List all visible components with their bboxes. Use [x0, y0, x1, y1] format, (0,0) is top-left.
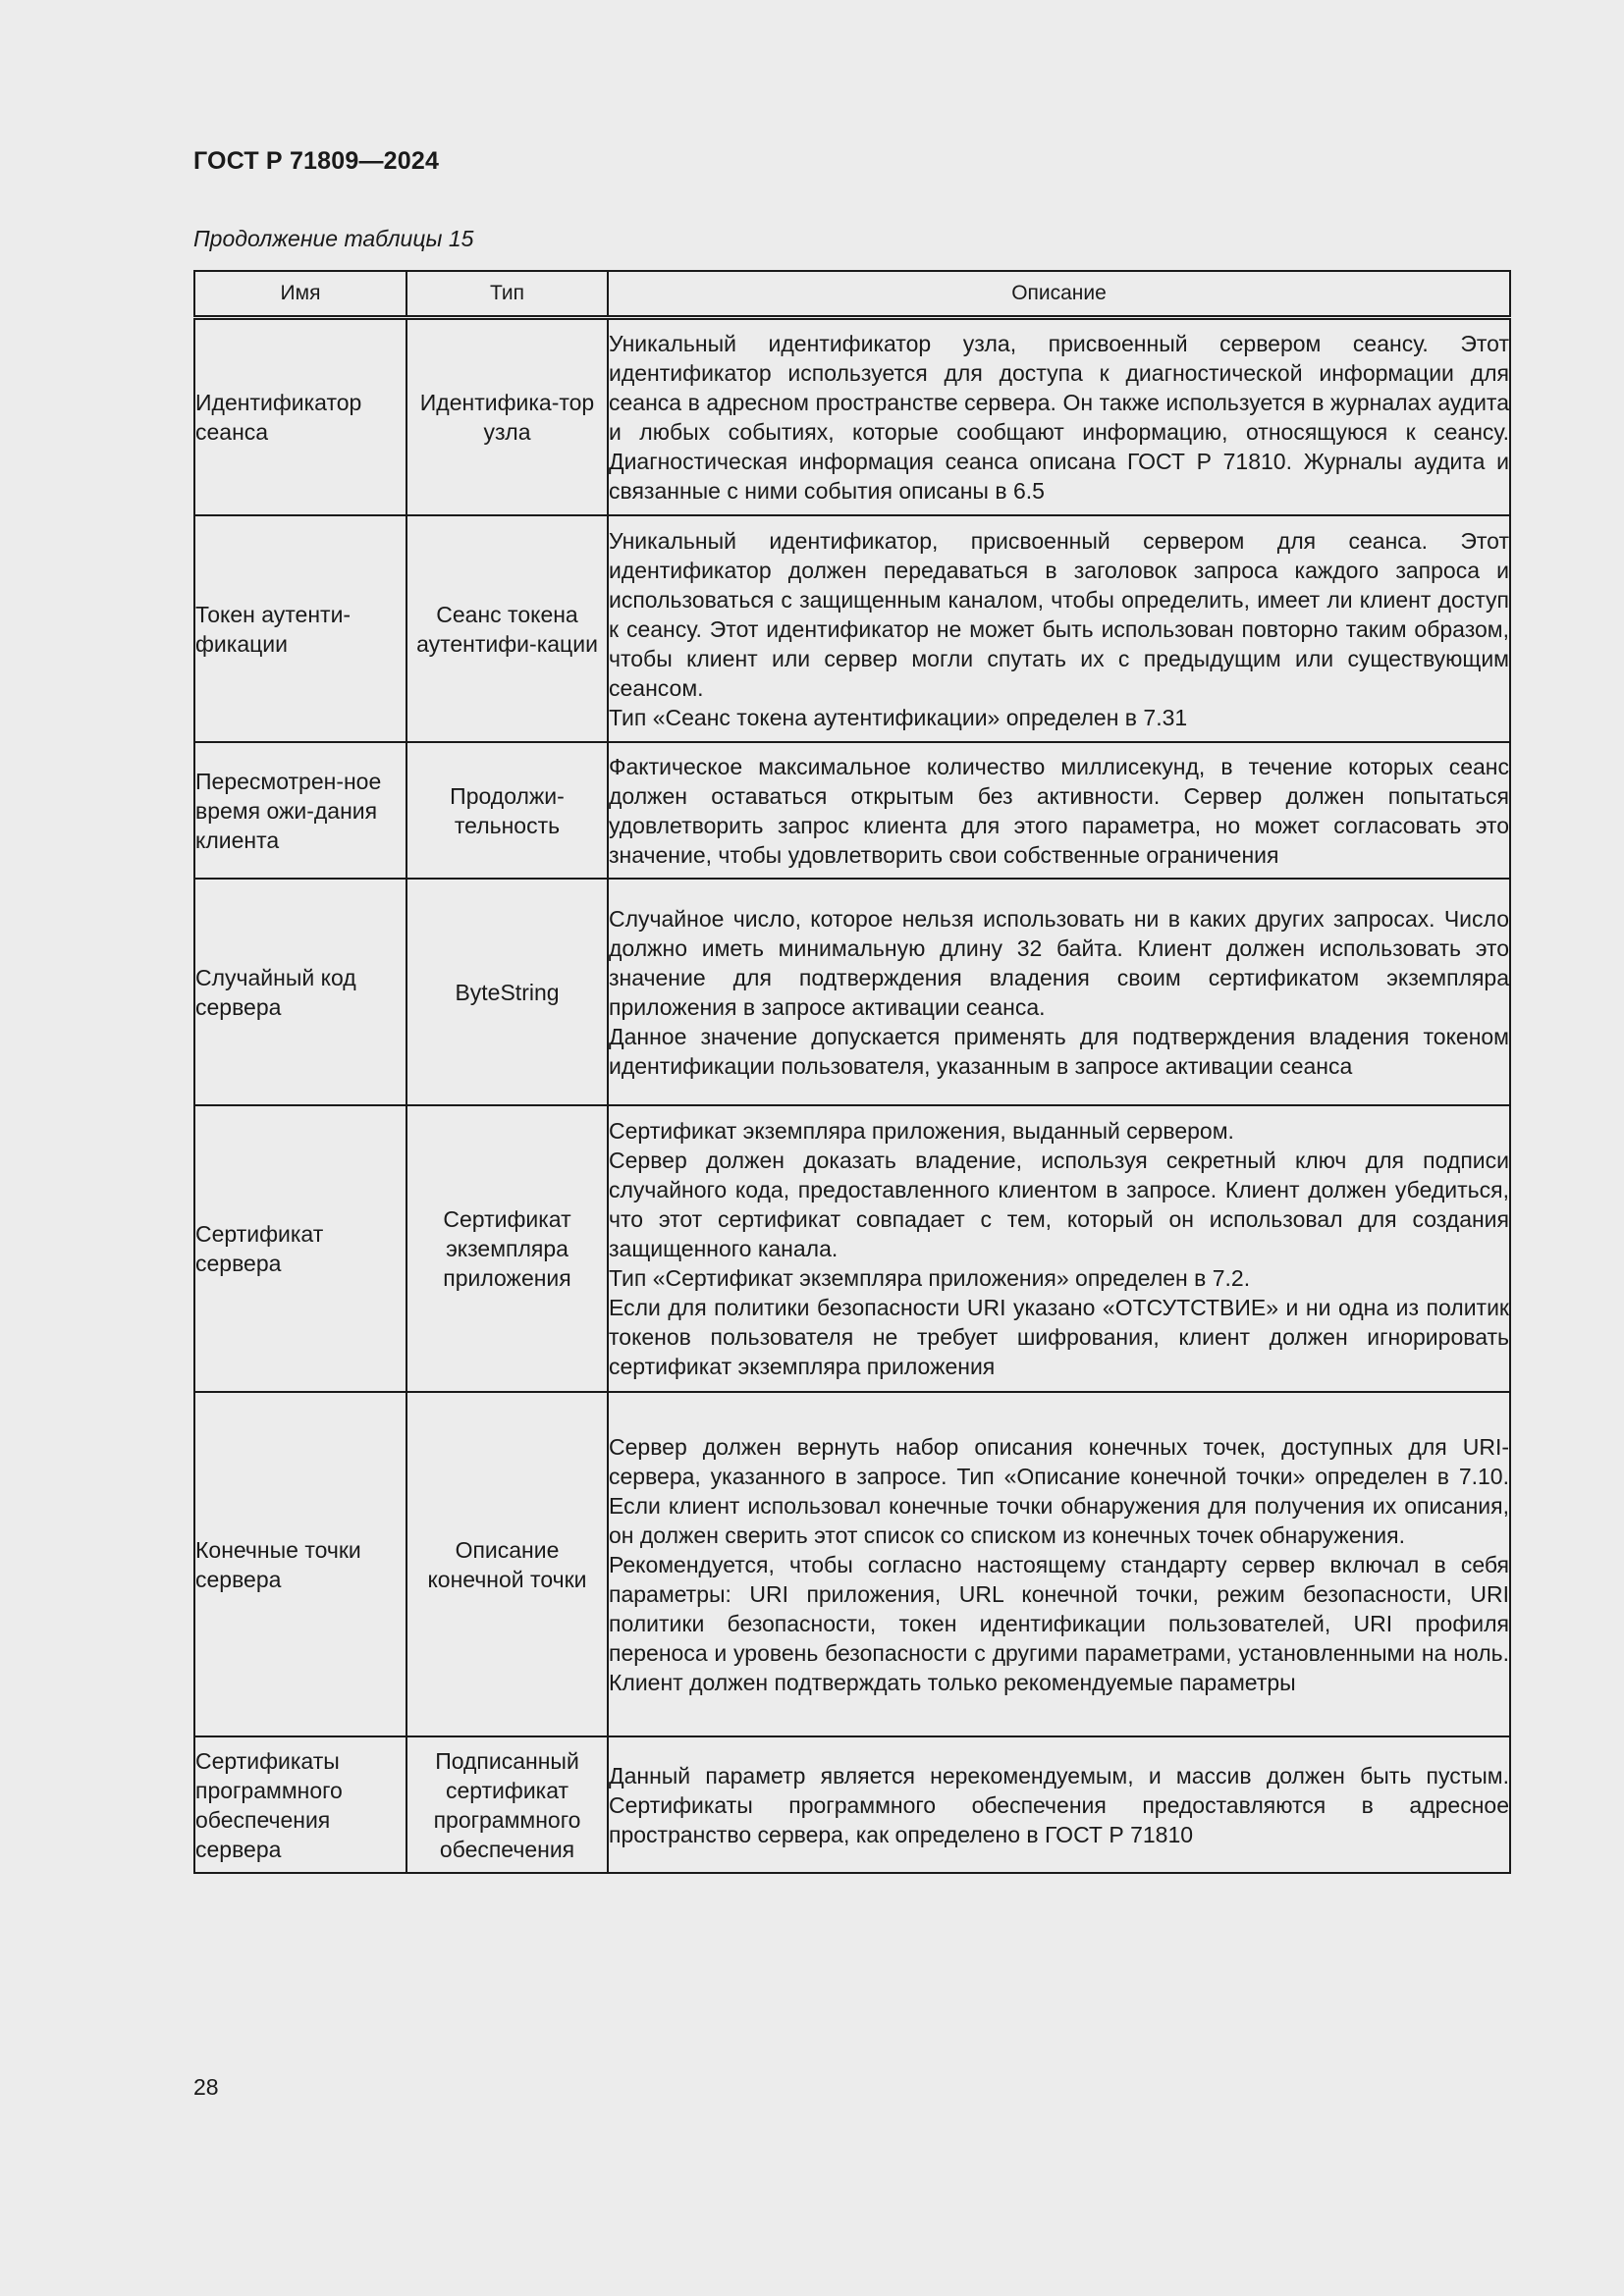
- table-row: [194, 1105, 1510, 1392]
- description-paragraph: Случайное число, которое нельзя использовать ни в каких других запросах. Число должно иметь минимальную длину 32 байта. Клиент должен использовать это значение для подтверждения владения своим сертификатом экземпляра приложения в запросе активации сеанса.: [609, 905, 1509, 1020]
- cell-type: Идентифика-тор узла: [406, 318, 608, 516]
- cell-type: Сертификат экземпляра приложения: [406, 1105, 608, 1392]
- cell-name: Случайный код сервера: [194, 879, 406, 1105]
- table-row: [194, 1736, 1510, 1873]
- cell-name: Конечные точки сервера: [194, 1392, 406, 1736]
- document-title: ГОСТ Р 71809—2024: [193, 147, 440, 175]
- description-paragraph: Тип «Сеанс токена аутентификации» определен в 7.31: [609, 704, 1188, 730]
- cell-name: Сертификат сервера: [194, 1105, 406, 1392]
- description-paragraph: Рекомендуется, чтобы согласно настоящему стандарту сервер включал в себя параметры: URI приложения, URL конечной точки, режим безопасности, URI политики безопасности, токен идентификации пользователей, URI профиля переноса и уровень безопасности с другими параметрами, установленными на ноль. Клиент должен подтверждать только рекомендуемые параметры: [609, 1551, 1509, 1695]
- description-paragraph: Данное значение допускается применять для подтверждения владения токеном идентификации пользователя, указанным в запросе активации сеанса: [609, 1023, 1509, 1079]
- cell-type: Подписанный сертификат программного обеспечения: [406, 1736, 608, 1873]
- parameters-table: [193, 270, 1511, 1874]
- cell-name: Сертификаты программного обеспечения сервера: [194, 1736, 406, 1873]
- table-header-row: [194, 271, 1510, 318]
- cell-name: Пересмотрен-ное время ожи-дания клиента: [194, 742, 406, 879]
- cell-description: [608, 318, 1510, 516]
- table-row: [194, 1392, 1510, 1736]
- cell-description: [608, 515, 1510, 742]
- cell-type: ByteString: [406, 879, 608, 1105]
- description-paragraph: Тип «Сертификат экземпляра приложения» определен в 7.2.: [609, 1265, 1251, 1291]
- cell-name: Токен аутенти-фикации: [194, 515, 406, 742]
- column-header-description: Описание: [608, 271, 1510, 318]
- description-paragraph: Данный параметр является нерекомендуемым, и массив должен быть пустым. Сертификаты программного обеспечения предоставляются в адресное пространство сервера, как определено в ГОСТ Р 71810: [609, 1762, 1509, 1847]
- table-caption: Продолжение таблицы 15: [193, 226, 474, 251]
- description-paragraph: Если для политики безопасности URI указано «ОТСУТСТВИЕ» и ни одна из политик токенов пользователя не требует шифрования, клиент должен игнорировать сертификат экземпляра приложения: [609, 1295, 1509, 1379]
- table-row: [194, 742, 1510, 879]
- description-paragraph: Сертификат экземпляра приложения, выданный сервером.: [609, 1118, 1234, 1144]
- cell-description: [608, 1736, 1510, 1873]
- cell-name: Идентификатор сеанса: [194, 318, 406, 516]
- cell-description: [608, 879, 1510, 1105]
- description-paragraph: Сервер должен доказать владение, используя секретный ключ для подписи случайного кода, предоставленного клиентом в запросе. Клиент должен убедиться, что этот сертификат совпадает с тем, который он использовал для создания защищенного канала.: [609, 1148, 1509, 1261]
- page-number: 28: [193, 2074, 219, 2100]
- cell-description: [608, 1105, 1510, 1392]
- cell-type: Сеанс токена аутентифи-кации: [406, 515, 608, 742]
- table-row: [194, 318, 1510, 516]
- table-row: [194, 879, 1510, 1105]
- cell-type: Описание конечной точки: [406, 1392, 608, 1736]
- cell-description: [608, 742, 1510, 879]
- table-row: [194, 515, 1510, 742]
- cell-description: [608, 1392, 1510, 1736]
- cell-type: Продолжи-тельность: [406, 742, 608, 879]
- description-paragraph: Фактическое максимальное количество миллисекунд, в течение которых сеанс должен оставаться открытым без активности. Сервер должен попытаться удовлетворить запрос клиента для этого параметра, но может согласовать это значение, чтобы удовлетворить свои собственные ограничения: [609, 753, 1509, 868]
- column-header-type: Тип: [406, 271, 608, 318]
- description-paragraph: Уникальный идентификатор, присвоенный сервером для сеанса. Этот идентификатор должен передаваться в заголовок запроса каждого запроса и использоваться с защищенным каналом, чтобы определить, имеет ли клиент доступ к сеансу. Этот идентификатор не может быть использован повторно таким образом, чтобы клиент или сервер могли спутать их с предыдущим или существующим сеансом.: [609, 527, 1509, 701]
- description-paragraph: Сервер должен вернуть набор описания конечных точек, доступных для URI-сервера, указанного в запросе. Тип «Описание конечной точки» определен в 7.10. Если клиент использовал конечные точки обнаружения для получения их описания, он должен сверить этот список со списком из конечных точек обнаружения.: [609, 1433, 1509, 1548]
- column-header-name: Имя: [194, 271, 406, 318]
- description-paragraph: Уникальный идентификатор узла, присвоенный сервером сеансу. Этот идентификатор используется для доступа к диагностической информации для сеанса в адресном пространстве сервера. Он также используется в журналах аудита и любых событиях, которые сообщают информацию, относящуюся к сеансу. Диагностическая информация сеанса описана ГОСТ Р 71810. Журналы аудита и связанные с ними события описаны в 6.5: [609, 331, 1509, 504]
